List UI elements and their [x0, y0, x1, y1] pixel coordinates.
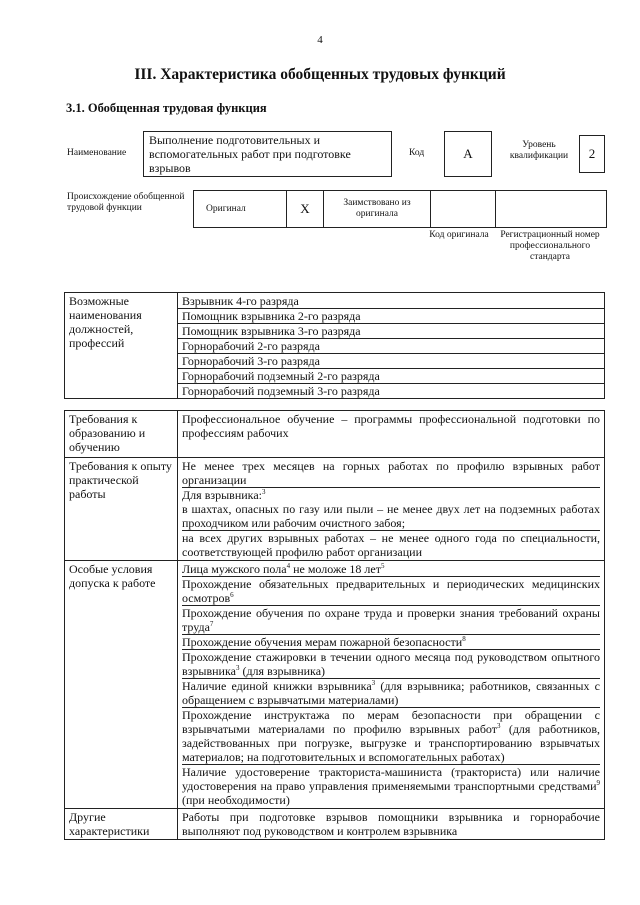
- special-condition-item: Прохождение стажировки в течении одного месяца под руководством опытного взрывника$^3$ (для взрывника): [182, 650, 600, 678]
- special-condition-item: Прохождение обязательных предварительных и периодических медицинских осмотров$^6$: [182, 577, 600, 605]
- experience-label-cell: [65, 458, 178, 561]
- other-label: Другие характеристики: [69, 810, 150, 838]
- other-label-cell: [65, 809, 178, 840]
- education-label: Требования к образованию и обучению: [69, 412, 146, 454]
- level-label: Уровень квалификации: [509, 140, 569, 161]
- special-condition-item: Наличие удостоверение тракториста-машиниста (тракториста) или наличие удостоверения на право управления применяемыми транспортными средствами$^9$ (при необходимости): [182, 765, 600, 807]
- original-mark-cell: [287, 191, 324, 228]
- code-original-cell: [431, 191, 496, 228]
- code-box: [444, 131, 492, 177]
- position-item: Горнорабочий 2-го разряда: [178, 339, 604, 354]
- level-box: [579, 135, 605, 173]
- origin-table: [193, 190, 607, 228]
- reg-number-label: Регистрационный номер профессионального стандарта: [500, 230, 600, 262]
- requirements-table: [64, 410, 605, 840]
- reg-number-cell: [496, 191, 607, 228]
- position-item: Горнорабочий подземный 3-го разряда: [182, 384, 380, 398]
- special-condition-item: Прохождение обучения по охране труда и проверки знания требований охраны труда$^7$: [182, 606, 600, 634]
- subsection-title: 3.1. Обобщенная трудовая функция: [66, 101, 267, 115]
- experience-text-cell: [178, 458, 605, 561]
- position-item: Помощник взрывника 3-го разряда: [178, 324, 604, 339]
- experience-item: на всех других взрывных работах – не менее одного года по специальности, соответствующей профилю работ организации: [182, 531, 600, 559]
- position-item: Горнорабочий подземный 2-го разряда: [178, 369, 604, 384]
- special-text-cell: [178, 561, 605, 809]
- code-value: А: [463, 146, 473, 161]
- origin-label: Происхождение обобщенной трудовой функции: [67, 192, 185, 213]
- borrowed-cell: [324, 191, 431, 228]
- special-label-cell: [65, 561, 178, 809]
- section-title: III. Характеристика обобщенных трудовых функций: [134, 66, 506, 83]
- positions-table: [64, 292, 605, 399]
- position-item: Помощник взрывника 2-го разряда: [178, 309, 604, 324]
- education-text-cell: [178, 411, 605, 458]
- experience-item: в шахтах, опасных по газу или пыли – не менее двух лет на подземных работах проходчиком или рабочим очистного забоя;: [182, 502, 600, 530]
- positions-label: Возможные наименования должностей, профессий: [69, 294, 142, 350]
- code-original-label: Код оригинала: [429, 230, 489, 240]
- original-mark: Х: [300, 201, 310, 216]
- code-label: Код: [409, 148, 425, 158]
- level-value: 2: [588, 146, 596, 161]
- special-label: Особые условия допуска к работе: [69, 562, 156, 590]
- special-condition-item: Прохождение инструктажа по мерам безопасности при обращении с взрывчатыми материалами по профилю взрывных работ$^3$ (для работников, задействованных при погрузке, выгрузке и транспортированию взрывчатых материалов; на подготовительных и вспомогательных работах): [182, 708, 600, 764]
- positions-list-cell: [178, 293, 605, 399]
- positions-list: [178, 294, 604, 398]
- education-label-cell: [65, 411, 178, 458]
- experience-label: Требования к опыту практической работы: [69, 459, 172, 501]
- education-text: Профессиональное обучение – программы профессиональной подготовки по профессиям рабочих: [182, 412, 600, 440]
- positions-label-cell: [65, 293, 178, 399]
- special-condition-item: Лица мужского пола$^4$ не моложе 18 лет$^5$: [182, 562, 600, 577]
- experience-item: Для взрывника:$^3$: [182, 488, 266, 502]
- original-label-cell: [194, 191, 287, 228]
- borrowed-label: Заимствовано из оригинала: [343, 198, 411, 219]
- special-condition-item: Наличие единой книжки взрывника$^3$ (для взрывника; работников, связанных с обращением с взрывчатыми материалами): [182, 679, 601, 707]
- position-item: Горнорабочий 3-го разряда: [178, 354, 604, 369]
- special-condition-item: Прохождение обучения мерам пожарной безопасности$^8$: [182, 635, 600, 650]
- page-number: 4: [317, 34, 323, 46]
- function-name-box: [143, 131, 392, 177]
- other-text-cell: [178, 809, 605, 840]
- original-label: Оригинал: [206, 203, 246, 214]
- position-item: Взрывник 4-го разряда: [178, 294, 604, 309]
- function-name-value: Выполнение подготовительных и вспомогательных работ при подготовке взрывов: [149, 133, 351, 175]
- experience-item: Не менее трех месяцев на горных работах по профилю взрывных работ организации: [182, 459, 600, 487]
- special-conditions-list: [182, 562, 600, 807]
- name-label: Наименование: [67, 148, 127, 158]
- other-text: Работы при подготовке взрывов помощники взрывника и горнорабочие выполняют под руководством и контролем взрывника: [182, 810, 600, 838]
